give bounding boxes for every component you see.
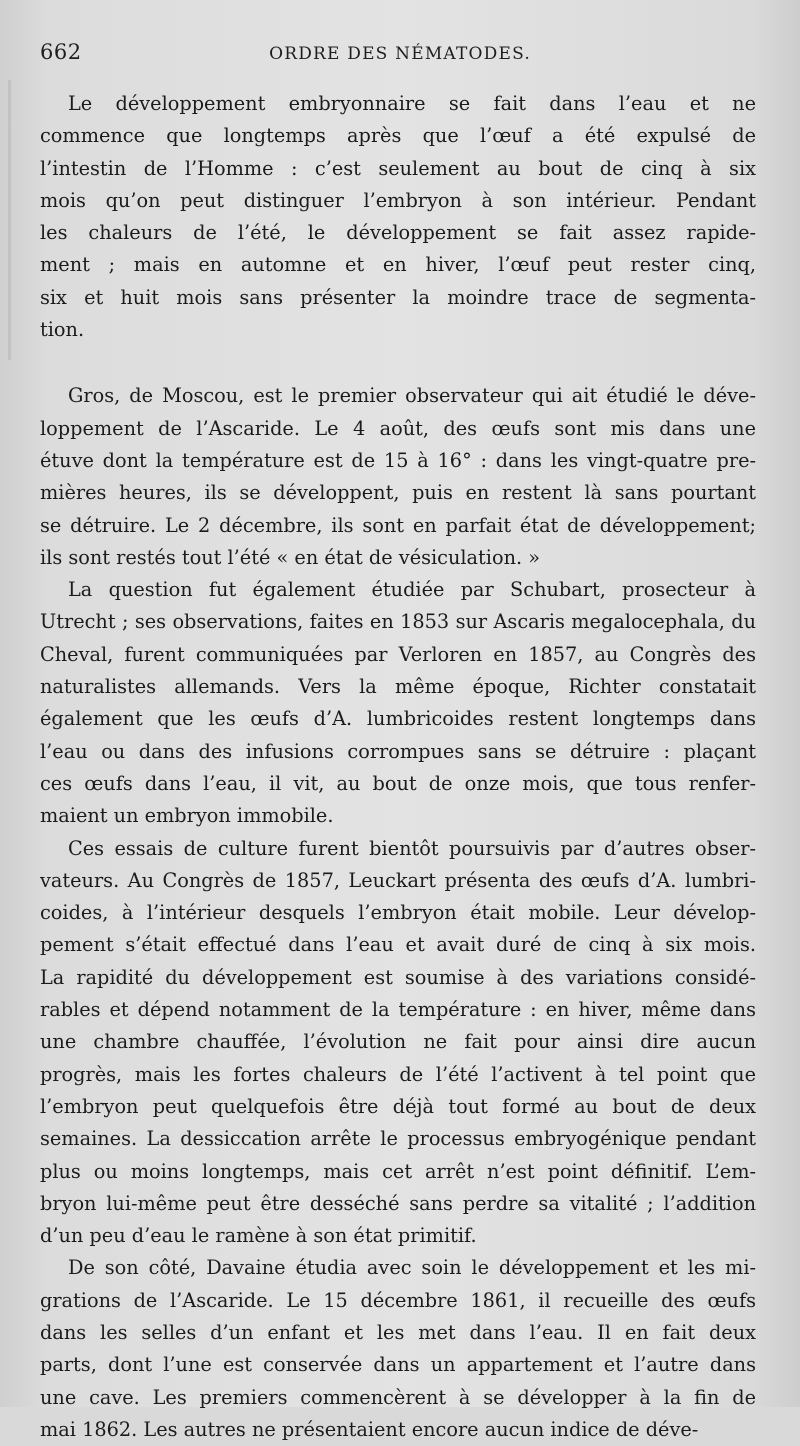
paragraph <box>40 380 756 574</box>
text-line: étuve dont la température est de 15 à 16° : dans les vingt-quatre pre- <box>40 448 756 472</box>
running-title: ORDRE DES NÉMATODES. <box>269 44 531 64</box>
text-line: ment ; mais en automne et en hiver, l’œuf peut rester cinq, <box>40 253 756 277</box>
text-line: mois qu’on peut distinguer l’embryon à son intérieur. Pendant <box>40 188 756 212</box>
text-line: parts, dont l’une est conservée dans un appartement et l’autre dans <box>40 1353 756 1377</box>
text-line: maient un embryon immobile. <box>40 804 334 828</box>
text-line: également que les œufs d’A. lumbricoides restent longtemps dans <box>40 707 756 731</box>
paragraph <box>40 574 756 832</box>
text-line: bryon lui-même peut être desséché sans perdre sa vitalité ; l’addition <box>40 1191 756 1215</box>
text-line: tion. <box>40 318 85 342</box>
paragraph <box>40 833 756 1253</box>
text-line: l’eau ou dans des infusions corrompues sans se détruire : plaçant <box>40 739 756 763</box>
text-line: six et huit mois sans présenter la moindre trace de segmenta- <box>40 285 756 309</box>
text-line: pement s’était effectué dans l’eau et avait duré de cinq à six mois. <box>40 933 756 957</box>
page-number: 662 <box>40 40 82 64</box>
text-line: l’intestin de l’Homme : c’est seulement au bout de cinq à six <box>40 156 756 180</box>
text-line: coides, à l’intérieur desquels l’embryon était mobile. Leur dévelop- <box>40 901 756 925</box>
text-line: ces œufs dans l’eau, il vit, au bout de onze mois, que tous renfer- <box>40 771 756 795</box>
text-line: grations de l’Ascaride. Le 15 décembre 1861, il recueille des œufs <box>40 1288 756 1312</box>
text-line: se détruire. Le 2 décembre, ils sont en parfait état de développement; <box>40 513 756 537</box>
text-line: Gros, de Moscou, est le premier observateur qui ait étudié le déve- <box>68 384 756 408</box>
paragraph <box>40 88 756 346</box>
text-line: ils sont restés tout l’été « en état de vésiculation. » <box>40 545 541 569</box>
text-line: mai 1862. Les autres ne présentaient encore aucun indice de déve- <box>40 1417 699 1441</box>
text-line: La rapidité du développement est soumise à des variations considé- <box>40 965 756 989</box>
text-line: semaines. La dessiccation arrête le processus embryogénique pendant <box>40 1127 756 1151</box>
text-line: progrès, mais les fortes chaleurs de l’été l’activent à tel point que <box>40 1062 756 1086</box>
text-line: mières heures, ils se développent, puis en restent là sans pourtant <box>40 481 756 505</box>
text-line: Le développement embryonnaire se fait dans l’eau et ne <box>68 92 756 115</box>
text-line: naturalistes allemands. Vers la même époque, Richter constatait <box>40 675 756 699</box>
text-line: l’embryon peut quelquefois être déjà tout formé au bout de deux <box>40 1094 756 1118</box>
margin-smudge <box>8 80 11 360</box>
text-line: La question fut également étudiée par Schubart, prosecteur à <box>68 578 756 602</box>
text-line: Cheval, furent communiquées par Verloren en 1857, au Congrès des <box>40 642 756 666</box>
text-line: une chambre chauffée, l’évolution ne fait pour ainsi dire aucun <box>40 1030 756 1054</box>
text-line: loppement de l’Ascaride. Le 4 août, des œufs sont mis dans une <box>40 416 756 440</box>
text-line: Ces essais de culture furent bientôt poursuivis par d’autres obser- <box>68 836 756 860</box>
text-line: De son côté, Davaine étudia avec soin le développement et les mi- <box>68 1256 756 1280</box>
text-line: commence que longtemps après que l’œuf a été expulsé de <box>40 124 756 148</box>
text-line: d’un peu d’eau le ramène à son état primitif. <box>40 1224 477 1248</box>
text-line: une cave. Les premiers commencèrent à se développer à la fin de <box>40 1385 756 1409</box>
text-line: Utrecht ; ses observations, faites en 1853 sur Ascaris megalocephala, du <box>40 610 756 634</box>
text-line: plus ou moins longtemps, mais cet arrêt n’est point définitif. L’em- <box>40 1159 756 1183</box>
text-line: vateurs. Au Congrès de 1857, Leuckart présenta des œufs d’A. lumbri- <box>40 868 756 892</box>
text-line: rables et dépend notamment de la température : en hiver, même dans <box>40 998 756 1022</box>
body-text <box>40 88 756 1446</box>
paragraph <box>40 1252 756 1446</box>
text-line: les chaleurs de l’été, le développement se fait assez rapide- <box>40 221 756 245</box>
text-line: dans les selles d’un enfant et les met dans l’eau. Il en fait deux <box>40 1320 756 1344</box>
page-header <box>40 40 760 72</box>
